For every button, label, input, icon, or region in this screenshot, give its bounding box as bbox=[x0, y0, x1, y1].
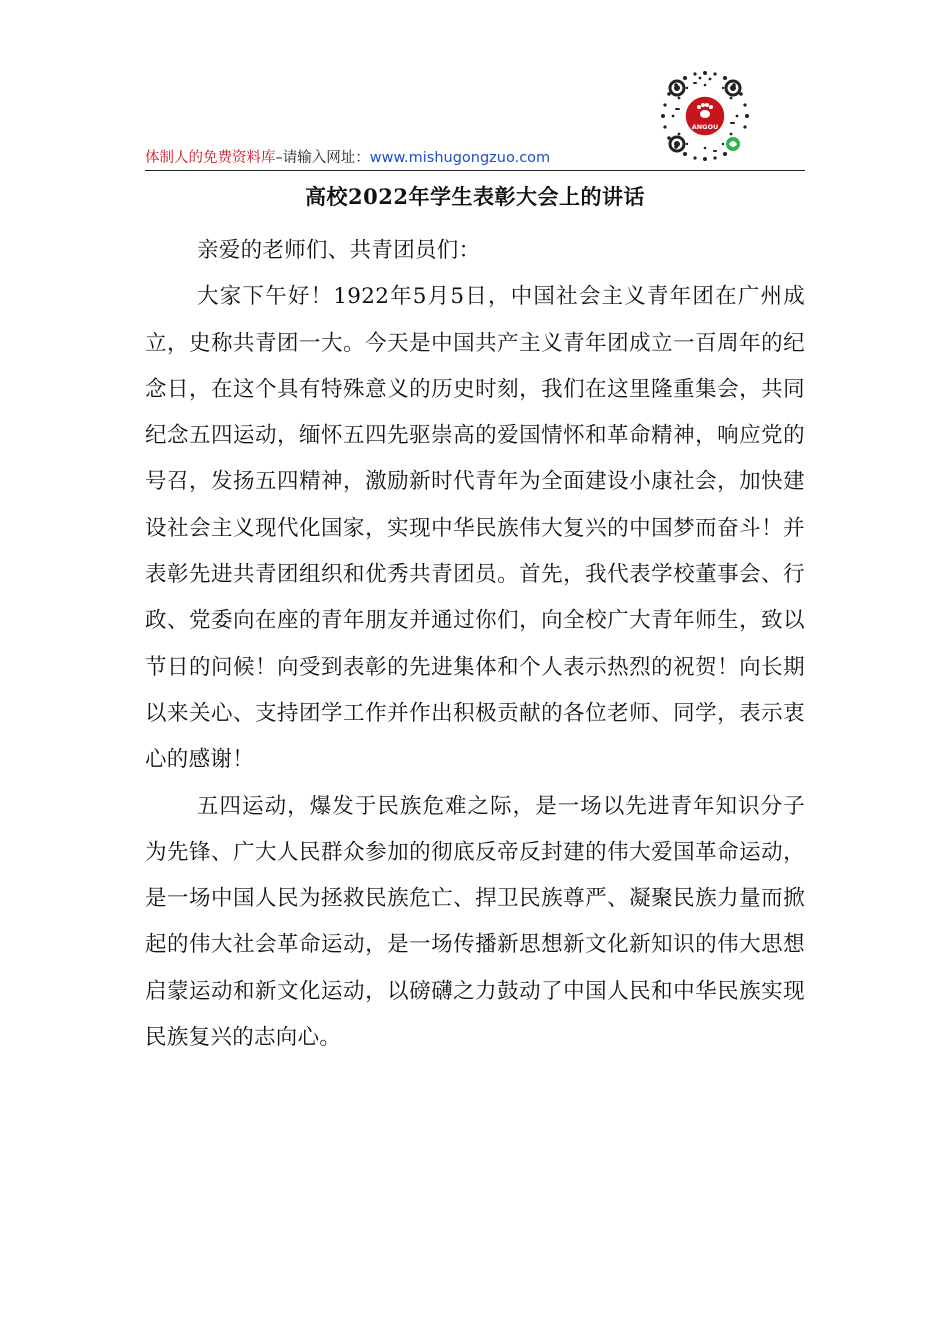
salutation: 亲爱的老师们、共青团员们： bbox=[197, 238, 481, 263]
header-divider bbox=[145, 170, 805, 171]
document-title: 高校2022年学生表彰大会上的讲话 bbox=[305, 184, 645, 209]
url-prompt: –请输入网址： bbox=[275, 150, 370, 166]
document-body bbox=[145, 228, 805, 1061]
paragraph: 大家下午好！1922年5月5日，中国社会主义青年团在广州成立，史称共青团一大。今天是中国共产主义青年团成立一百周年的纪念日，在这个具有特殊意义的历史时刻，我们在这里隆重集会，共同纪念五四运动，缅怀五四先驱崇高的爱国情怀和革命精神，响应党的号召，发扬五四精神，激励新时代青年为全面建设小康社会，加快建设社会主义现代化国家，实现中华民族伟大复兴的中国梦而奋斗！并表彰先进共青团组织和优秀共青团员。首先，我代表学校董事会、行政、党委向在座的青年朋友并通过你们，向全校广大青年师生，致以节日的问候！向受到表彰的先进集体和个人表示热烈的祝贺！向长期以来关心、支持团学工作并作出积极贡献的各位老师、同学，表示衷心的感谢！ bbox=[145, 284, 805, 773]
qr-logo-text: ANGOU bbox=[691, 123, 719, 131]
site-header bbox=[145, 146, 805, 172]
site-url-link[interactable]: www.mishugongzuo.com bbox=[369, 150, 551, 166]
paragraph: 五四运动，爆发于民族危难之际，是一场以先进青年知识分子为先锋、广大人民群众参加的彻底反帝反封建的伟大爱国革命运动，是一场中国人民为拯救民族危亡、捍卫民族尊严、凝聚民族力量而掀起的伟大社会革命运动，是一场传播新思想新文化新知识的伟大思想启蒙运动和新文化运动，以磅礴之力鼓动了中国人民和中华民族实现民族复兴的志向心。 bbox=[145, 793, 805, 1051]
brand-name: 体制人的免费资料库 bbox=[145, 150, 276, 166]
